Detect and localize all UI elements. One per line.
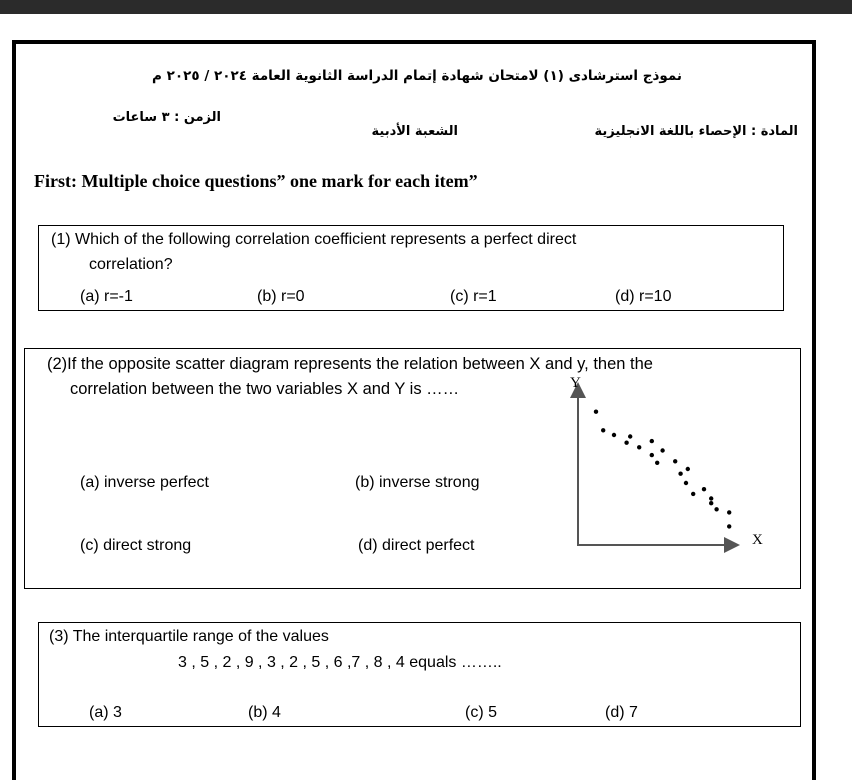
scatter-diagram bbox=[560, 370, 780, 560]
q3-option-b[interactable]: (b) 4 bbox=[248, 704, 281, 721]
scatter-point bbox=[650, 453, 654, 457]
scatter-points bbox=[594, 410, 732, 529]
q1-option-a[interactable]: (a) r=-1 bbox=[80, 288, 133, 305]
question-1-text-continued: correlation? bbox=[89, 256, 173, 273]
scatter-point bbox=[655, 461, 659, 465]
section-title: First: Multiple choice questions” one mark for each item” bbox=[34, 171, 478, 191]
subject-label: المادة : الإحصاء باللغة الانجليزية bbox=[594, 124, 798, 139]
q2-option-d[interactable]: (d) direct perfect bbox=[358, 537, 475, 554]
scatter-point bbox=[628, 434, 632, 438]
q3-option-d[interactable]: (d) 7 bbox=[605, 704, 638, 721]
question-3-text: (3) The interquartile range of the values bbox=[49, 628, 329, 645]
q2-option-a[interactable]: (a) inverse perfect bbox=[80, 474, 209, 491]
q1-option-b[interactable]: (b) r=0 bbox=[257, 288, 305, 305]
scatter-point bbox=[594, 410, 598, 414]
y-axis-label: Y bbox=[570, 375, 581, 391]
q2-option-b[interactable]: (b) inverse strong bbox=[355, 474, 480, 491]
scatter-point bbox=[691, 492, 695, 496]
q2-option-c[interactable]: (c) direct strong bbox=[80, 537, 192, 554]
scatter-point bbox=[678, 472, 682, 476]
scatter-point bbox=[684, 481, 688, 485]
question-2-text: (2)If the opposite scatter diagram represents the relation between X and y, then the bbox=[47, 355, 653, 373]
x-axis-label: X bbox=[752, 532, 763, 548]
scatter-point bbox=[727, 510, 731, 514]
branch-label: الشعبة الأدبية bbox=[371, 124, 458, 139]
scatter-point bbox=[637, 445, 641, 449]
q1-option-d[interactable]: (d) r=10 bbox=[615, 288, 672, 305]
scatter-point bbox=[727, 524, 731, 528]
top-dark-bar bbox=[0, 0, 852, 14]
scatter-point bbox=[702, 487, 706, 491]
scatter-point bbox=[660, 448, 664, 452]
time-label: الزمن : ٣ ساعات bbox=[112, 110, 221, 125]
scatter-point bbox=[709, 501, 713, 505]
exam-title: نموذج استرشادى (١) لامتحان شهادة إتمام الدراسة الثانوية العامة ٢٠٢٤ / ٢٠٢٥ م bbox=[152, 68, 682, 84]
scatter-point bbox=[624, 441, 628, 445]
scatter-point bbox=[714, 507, 718, 511]
question-1-text: (1) Which of the following correlation coefficient represents a perfect direct bbox=[51, 231, 577, 248]
scatter-point bbox=[709, 496, 713, 500]
scatter-point bbox=[673, 459, 677, 463]
scatter-point bbox=[686, 467, 690, 471]
q3-option-a[interactable]: (a) 3 bbox=[89, 704, 122, 721]
scatter-point bbox=[601, 428, 605, 432]
q1-option-c[interactable]: (c) r=1 bbox=[450, 288, 497, 305]
scatter-point bbox=[612, 433, 616, 437]
scatter-point bbox=[650, 439, 654, 443]
question-2-text-continued: correlation between the two variables X and Y is …… bbox=[70, 380, 460, 398]
question-3-values: 3 , 5 , 2 , 9 , 3 , 2 , 5 , 6 ,7 , 8 , 4 equals …….. bbox=[178, 654, 502, 671]
q3-option-c[interactable]: (c) 5 bbox=[465, 704, 497, 721]
